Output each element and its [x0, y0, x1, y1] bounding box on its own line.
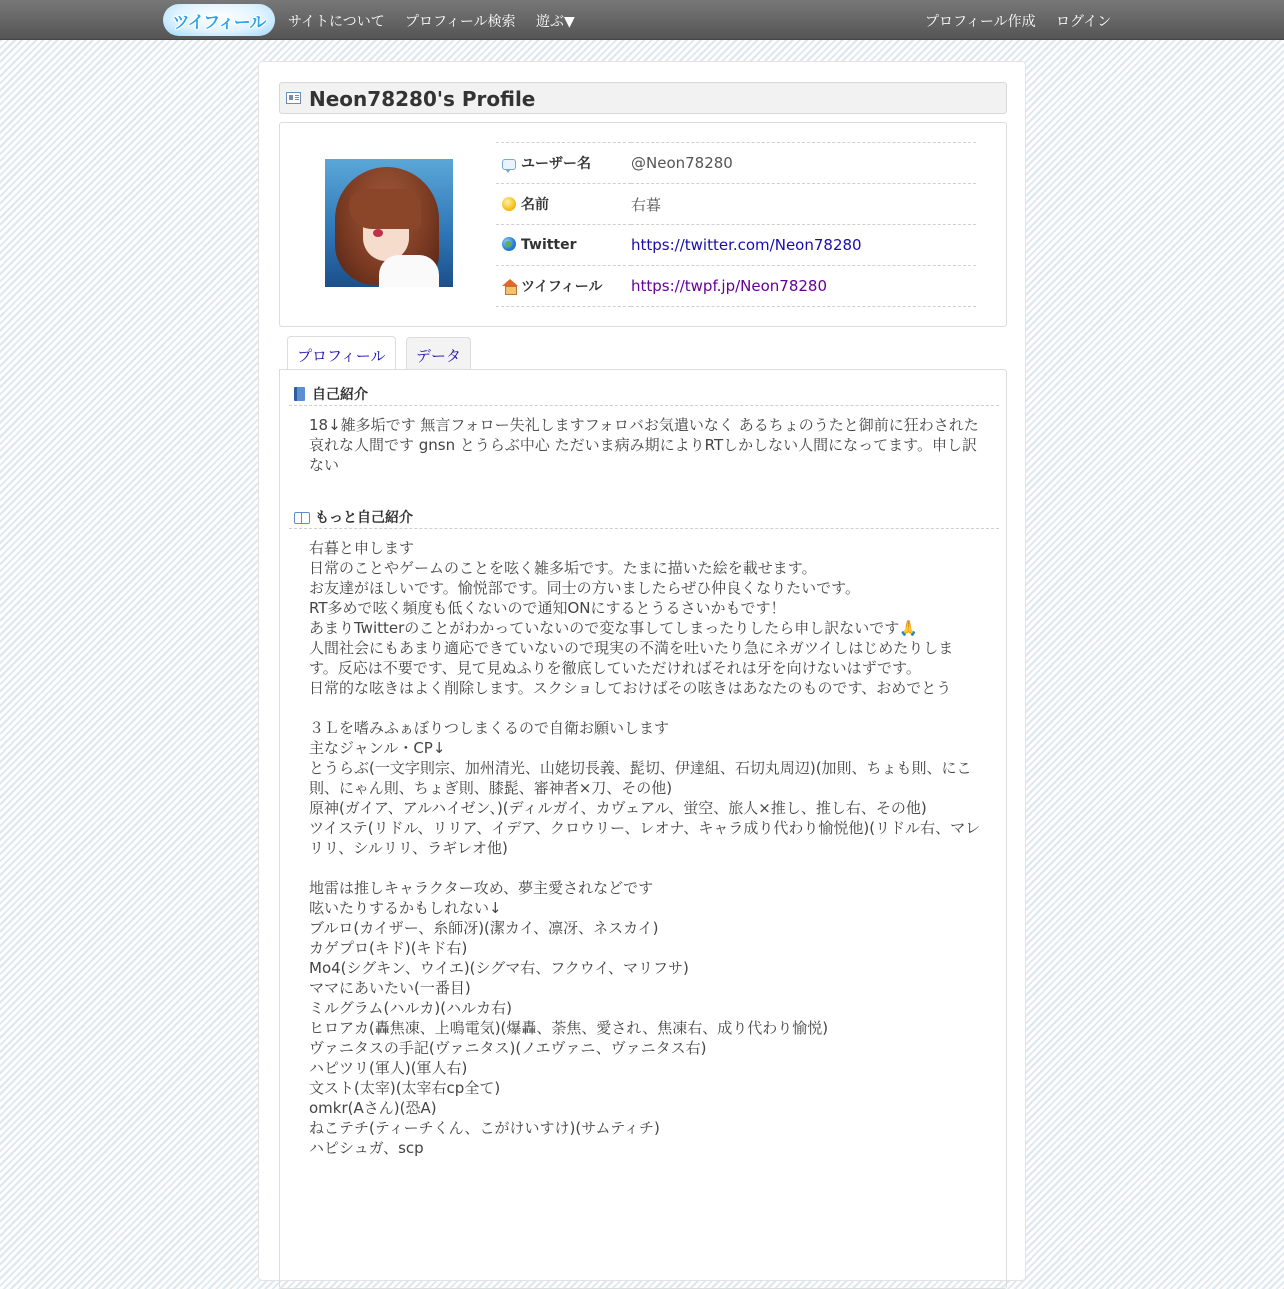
nav-create-profile-link[interactable]: プロフィール作成 [925, 14, 1036, 30]
site-logo[interactable] [163, 4, 275, 36]
avatar-eye [373, 229, 383, 237]
page-title: Neon78280's Profile [309, 87, 536, 111]
username-value: @Neon78280 [631, 143, 976, 184]
twitter-link[interactable]: https://twitter.com/Neon78280 [631, 236, 862, 254]
top-navbar [0, 0, 1284, 40]
smiley-icon [502, 197, 516, 211]
profile-title-bar [279, 82, 1007, 114]
username-label: ユーザー名 [521, 156, 591, 172]
tab-profile[interactable]: プロフィール [287, 336, 396, 370]
more-intro-heading-text: もっと自己紹介 [315, 510, 413, 526]
speech-bubble-icon [502, 159, 516, 170]
profile-info-table [496, 142, 976, 307]
nav-play-dropdown[interactable]: 遊ぶ▼ [536, 14, 575, 30]
more-intro-heading [289, 501, 999, 529]
twpf-link[interactable]: https://twpf.jp/Neon78280 [631, 277, 827, 295]
twitter-label: Twitter [521, 237, 577, 253]
profile-content [279, 369, 1007, 1289]
profile-card [279, 122, 1007, 327]
nav-search-link[interactable]: プロフィール検索 [405, 14, 516, 30]
info-row-name [496, 184, 976, 225]
nav-login-link[interactable]: ログイン [1056, 14, 1112, 30]
avatar-clothing [379, 255, 439, 287]
avatar-fringe [349, 189, 421, 229]
twpf-label: ツイフィール [521, 279, 603, 295]
id-card-icon [286, 92, 301, 104]
intro-text: 18↓雑多垢です 無言フォロー失礼しますフォロバお気遣いなく あるちょのうたと御前に狂わされた哀れな人間です gnsn とうらぶ中心 ただいま病み期によりRTしかしない人間になってます。申し訳ない [309, 416, 979, 474]
info-row-username [496, 143, 976, 184]
name-label: 名前 [521, 197, 549, 213]
intro-heading-text: 自己紹介 [312, 387, 368, 403]
tab-data[interactable]: データ [406, 337, 471, 369]
nav-about-link[interactable]: サイトについて [288, 14, 385, 30]
logo-text: ツイフィール [172, 12, 266, 33]
house-icon [502, 279, 516, 293]
info-row-twitter [496, 225, 976, 266]
main-container [258, 61, 1026, 1281]
intro-heading [289, 378, 999, 406]
globe-icon [502, 237, 516, 251]
book-icon [294, 387, 305, 401]
avatar[interactable] [325, 159, 453, 287]
more-intro-text: 右暮と申します 日常のことやゲームのことを呟く雑多垢です。たまに描いた絵を載せます。 お友達がほしいです。愉悦部です。同士の方いましたらぜひ仲良くなりたいです。 RT多めで呟く頻度も低くないので通知ONにするとうるさいかもです！ あまりTwitterのことがわかっていないので変な事してしまったりしたら申し訳ないです🙏 人間社会にもあまり適応できていないので現実の不満を吐いたり急にネガツイしはじめたりします。反応は不要です、見て見ぬふりを徹底していただければそれは牙を向けないはずです。 日常的な呟きはよく削除します。スクショしておけばその呟きはあなたのものです、おめでとう ３Ｌを嗜みふぁぼりつしまくるので自衛お願いします 主なジャンル・CP↓ とうらぶ(一文字則宗、加州清光、山姥切長義、髭切、伊達組、石切丸周辺)(加則、ちょも則、にこ則、にゃん則、ちょぎ則、膝髭、審神者×刀、その他) 原神(ガイア、アルハイゼン、)(ディルガイ、カヴェアル、蛍空、旅人×推し、推し右、その他) ツイステ(リドル、リリア、イデア、クロウリー、レオナ、キャラ成り代わり愉悦他)(リドル右、マレリリ、シルリリ、ラギレオ他) 地雷は推しキャラクター攻め、夢主愛されなどです 呟いたりするかもしれない↓ ブルロ(カイザー、糸師冴)(潔カイ、凛冴、ネスカイ) カゲプロ(キド)(キド右) Mo4(シグキン、ウイエ)(シグマ右、フクウイ、マリフサ) ママにあいたい(一番目) ミルグラム(ハルカ)(ハルカ右) ヒロアカ(轟焦凍、上鳴電気)(爆轟、荼焦、愛され、焦凍右、成り代わり愉悦) ヴァニタスの手記(ヴァニタス)(ノエヴァニ、ヴァニタス右) ハピツリ(軍人)(軍人右) 文スト(太宰)(太宰右cp全て) omkr(Aさん)(恐A) ねこテチ(ティーチくん、こがけいすけ)(サムティチ) ハピシュガ、scp [309, 539, 981, 1157]
open-book-icon [294, 512, 310, 524]
info-row-twpf [496, 266, 976, 307]
name-value: 右暮 [631, 184, 976, 225]
